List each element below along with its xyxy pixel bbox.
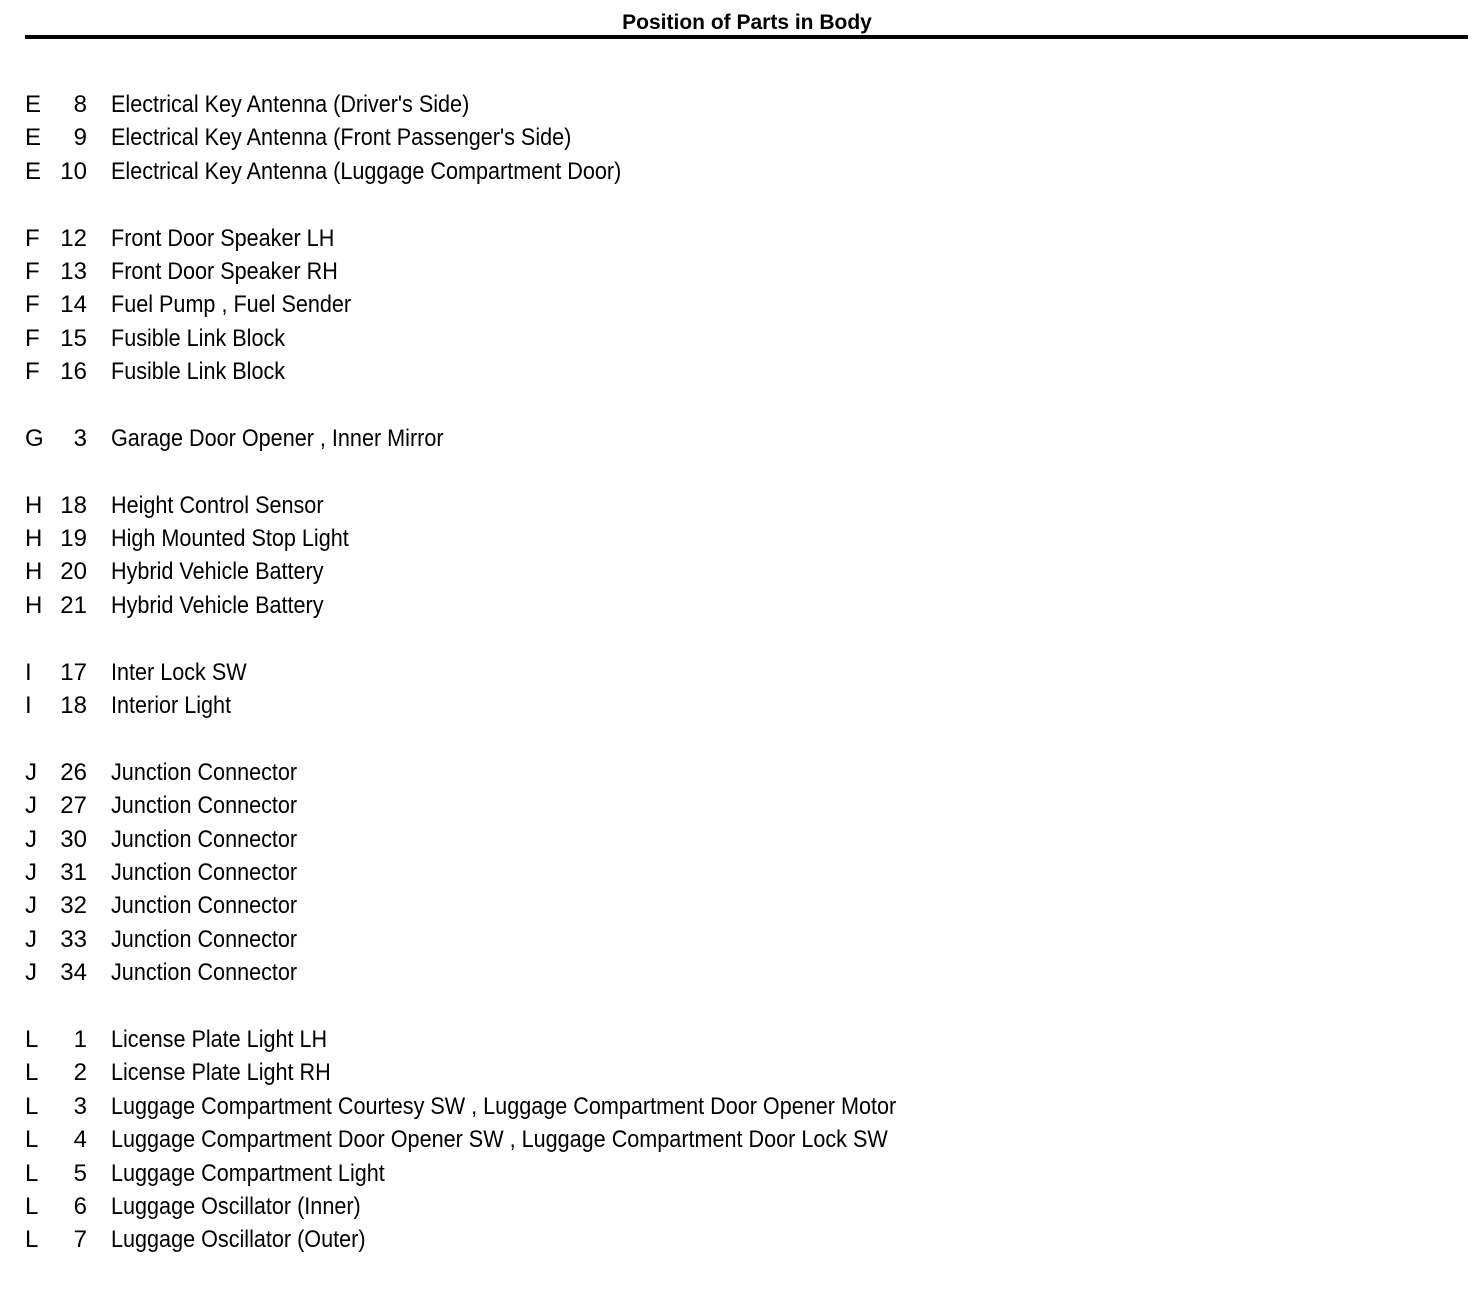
- location-number: 8: [73, 91, 87, 118]
- location-letter: L: [25, 1192, 39, 1220]
- part-name: Junction Connector: [111, 858, 298, 886]
- part-name: Height Control Sensor: [111, 491, 324, 519]
- location-letter: H: [25, 525, 43, 553]
- page-title: Position of Parts in Body: [622, 11, 872, 34]
- location-letter: I: [25, 658, 32, 686]
- parts-group: [25, 422, 1445, 455]
- list-item: [25, 422, 1445, 455]
- location-number: 27: [60, 792, 87, 820]
- location-number: 26: [60, 758, 87, 786]
- part-name: Hybrid Vehicle Battery: [111, 591, 324, 619]
- location-number: 7: [73, 1226, 87, 1254]
- part-name: Electrical Key Antenna (Front Passenger's Side): [111, 124, 572, 152]
- location-number: 16: [60, 358, 87, 386]
- list-item: [25, 1023, 1445, 1056]
- location-letter: F: [25, 358, 40, 386]
- location-letter: H: [25, 491, 43, 519]
- location-letter: J: [25, 925, 37, 953]
- location-letter: F: [25, 324, 40, 352]
- part-name: High Mounted Stop Light: [111, 525, 349, 553]
- location-letter: F: [25, 224, 40, 252]
- location-letter: E: [25, 91, 42, 118]
- list-item: [25, 555, 1445, 588]
- location-letter: E: [25, 157, 42, 185]
- location-letter: H: [25, 591, 43, 619]
- list-item: [25, 255, 1445, 288]
- location-number: 3: [73, 424, 87, 452]
- list-item: [25, 589, 1445, 622]
- part-name: Luggage Compartment Door Opener SW , Luggage Compartment Door Lock SW: [111, 1126, 888, 1154]
- part-name: Hybrid Vehicle Battery: [111, 558, 324, 586]
- location-letter: L: [25, 1092, 39, 1120]
- list-item: [25, 823, 1445, 856]
- location-letter: J: [25, 792, 37, 820]
- location-letter: L: [25, 1025, 39, 1053]
- part-name: Luggage Oscillator (Outer): [111, 1226, 366, 1254]
- list-item: [25, 923, 1445, 956]
- location-letter: G: [25, 424, 44, 452]
- parts-group: [25, 88, 1445, 188]
- location-number: 34: [60, 959, 87, 987]
- location-letter: J: [25, 959, 37, 987]
- list-item: [25, 222, 1445, 255]
- list-item: [25, 121, 1445, 154]
- part-name: Luggage Oscillator (Inner): [111, 1192, 361, 1220]
- location-number: 3: [73, 1092, 87, 1120]
- parts-group: [25, 222, 1445, 389]
- part-name: License Plate Light LH: [111, 1025, 328, 1053]
- location-number: 18: [60, 491, 87, 519]
- list-item: [25, 1223, 1445, 1256]
- part-name: Electrical Key Antenna (Driver's Side): [111, 91, 470, 118]
- location-number: 21: [60, 591, 87, 619]
- part-name: Front Door Speaker LH: [111, 224, 335, 252]
- location-number: 5: [73, 1159, 87, 1187]
- list-item: [25, 1123, 1445, 1156]
- part-name: Garage Door Opener , Inner Mirror: [111, 424, 444, 452]
- location-number: 13: [60, 257, 87, 285]
- list-item: [25, 889, 1445, 922]
- location-number: 30: [60, 825, 87, 853]
- location-number: 33: [60, 925, 87, 953]
- list-item: [25, 88, 1445, 121]
- part-name: Front Door Speaker RH: [111, 257, 338, 285]
- list-item: [25, 789, 1445, 822]
- list-item: [25, 288, 1445, 321]
- list-item: [25, 489, 1445, 522]
- list-item: [25, 689, 1445, 722]
- list-item: [25, 322, 1445, 355]
- part-name: License Plate Light RH: [111, 1059, 331, 1087]
- location-number: 10: [60, 157, 87, 185]
- location-number: 15: [60, 324, 87, 352]
- location-number: 9: [73, 124, 87, 152]
- location-number: 14: [60, 291, 87, 319]
- list-item: [25, 756, 1445, 789]
- location-letter: F: [25, 257, 40, 285]
- location-letter: L: [25, 1059, 39, 1087]
- part-name: Inter Lock SW: [111, 658, 247, 686]
- part-name: Fusible Link Block: [111, 324, 286, 352]
- list-item: [25, 1090, 1445, 1123]
- part-name: Fusible Link Block: [111, 358, 286, 386]
- location-number: 17: [60, 658, 87, 686]
- part-name: Luggage Compartment Light: [111, 1159, 385, 1187]
- location-letter: L: [25, 1226, 39, 1254]
- part-name: Junction Connector: [111, 892, 298, 920]
- location-number: 4: [73, 1126, 87, 1154]
- location-letter: L: [25, 1126, 39, 1154]
- part-name: Fuel Pump , Fuel Sender: [111, 291, 352, 319]
- location-number: 2: [73, 1059, 87, 1087]
- location-letter: F: [25, 291, 40, 319]
- location-letter: L: [25, 1159, 39, 1187]
- location-number: 18: [60, 692, 87, 720]
- part-name: Junction Connector: [111, 959, 298, 987]
- location-letter: J: [25, 758, 37, 786]
- list-item: [25, 856, 1445, 889]
- location-number: 19: [60, 525, 87, 553]
- list-item: [25, 956, 1445, 989]
- location-letter: J: [25, 825, 37, 853]
- title-divider: [25, 35, 1468, 39]
- list-item: [25, 1190, 1445, 1223]
- part-name: Interior Light: [111, 692, 232, 720]
- location-number: 1: [73, 1025, 87, 1053]
- location-number: 6: [73, 1192, 87, 1220]
- parts-group: [25, 489, 1445, 623]
- list-item: [25, 522, 1445, 555]
- part-name: Junction Connector: [111, 758, 298, 786]
- location-letter: H: [25, 558, 43, 586]
- part-name: Electrical Key Antenna (Luggage Compartment Door): [111, 157, 622, 185]
- location-number: 20: [60, 558, 87, 586]
- location-letter: I: [25, 692, 32, 720]
- part-name: Junction Connector: [111, 792, 298, 820]
- location-number: 32: [60, 892, 87, 920]
- parts-group: [25, 756, 1445, 990]
- location-letter: E: [25, 124, 42, 152]
- location-number: 31: [60, 858, 87, 886]
- list-item: [25, 155, 1445, 188]
- part-name: Junction Connector: [111, 825, 298, 853]
- part-name: Luggage Compartment Courtesy SW , Luggage Compartment Door Opener Motor: [111, 1092, 897, 1120]
- part-name: Junction Connector: [111, 925, 298, 953]
- parts-group: [25, 656, 1445, 723]
- parts-group: [25, 1023, 1445, 1257]
- location-number: 12: [60, 224, 87, 252]
- list-item: [25, 1056, 1445, 1089]
- location-letter: J: [25, 892, 37, 920]
- list-item: [25, 656, 1445, 689]
- list-item: [25, 1157, 1445, 1190]
- parts-list: [25, 88, 1445, 1290]
- location-letter: J: [25, 858, 37, 886]
- list-item: [25, 355, 1445, 388]
